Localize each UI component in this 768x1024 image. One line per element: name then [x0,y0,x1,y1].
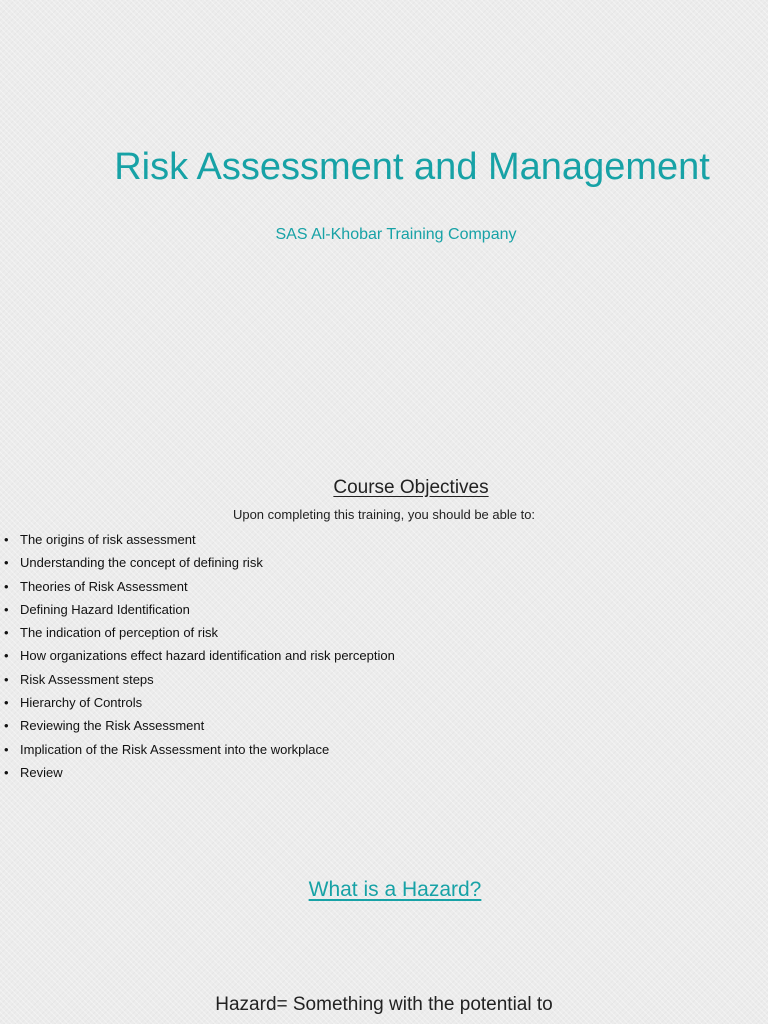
list-item-text: Understanding the concept of defining risk [20,555,263,571]
list-item-text: Defining Hazard Identification [20,601,190,617]
list-item-text: Risk Assessment steps [20,671,154,687]
bullet-icon: • [4,741,9,757]
slide-title: Risk Assessment and Management [114,146,710,188]
hazard-definition: Hazard= Something with the potential to [215,994,553,1015]
hazard-heading-link[interactable]: What is a Hazard? [308,878,482,901]
list-item-text: Theories of Risk Assessment [20,578,188,594]
objectives-slide [0,430,768,830]
bullet-icon: • [4,601,9,617]
bullet-icon: • [4,578,9,594]
list-item [4,551,395,574]
bullet-icon: • [4,532,9,547]
list-item-text: Hierarchy of Controls [20,695,143,711]
list-item-text: Reviewing the Risk Assessment [20,718,205,734]
objectives-list [4,528,395,784]
bullet-icon: • [4,764,9,780]
list-item [4,575,395,598]
list-item [4,644,395,667]
objectives-heading-text: Course Objectives [333,477,489,498]
bullet-icon: • [4,648,9,664]
title-slide [0,0,768,430]
bullet-icon: • [4,718,9,734]
list-item [4,738,395,761]
list-item-text: How organizations effect hazard identification and risk perception [20,648,395,664]
list-item [4,668,395,691]
list-item [4,528,395,551]
bullet-icon: • [4,695,9,711]
bullet-icon: • [4,671,9,687]
hazard-slide [0,830,768,1024]
list-item-text: The origins of risk assessment [20,532,196,547]
list-item [4,598,395,621]
slide-subtitle: SAS Al-Khobar Training Company [275,226,517,243]
objectives-heading [0,477,768,499]
list-item-text: The indication of perception of risk [20,625,218,641]
list-item [4,714,395,737]
list-item [4,761,395,784]
bullet-icon: • [4,625,9,641]
list-item [4,691,395,714]
objectives-intro: Upon completing this training, you should be able to: [232,507,536,522]
list-item-text: Review [20,764,63,780]
hazard-heading [0,878,768,902]
bullet-icon: • [4,555,9,571]
list-item-text: Implication of the Risk Assessment into the workplace [20,741,330,757]
list-item [4,621,395,644]
